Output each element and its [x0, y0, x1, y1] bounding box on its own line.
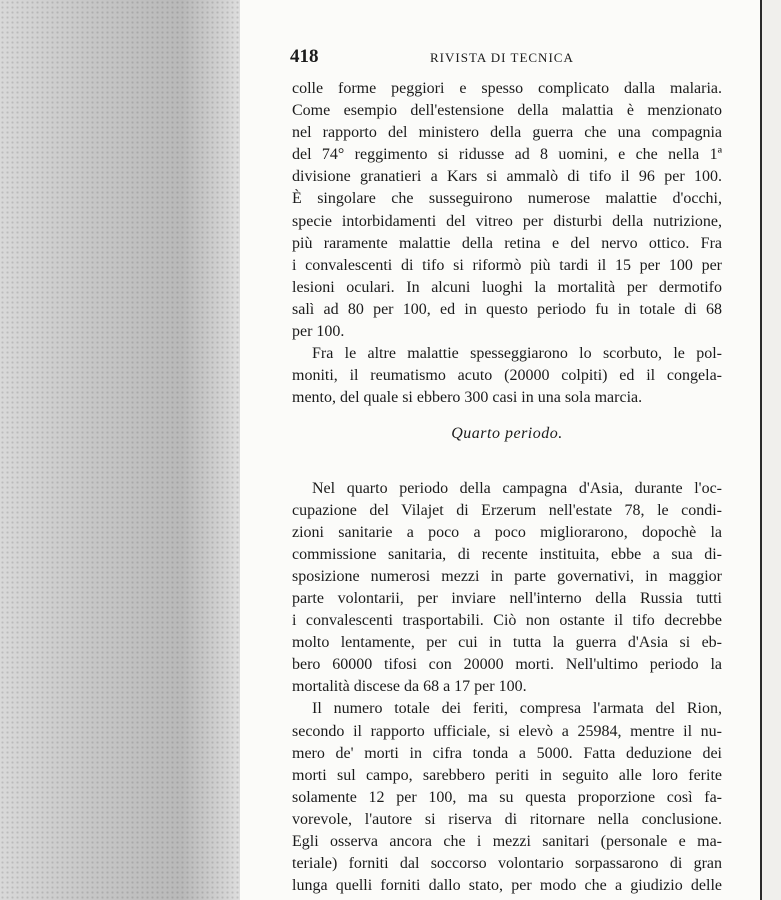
text-line: nel rapporto del ministero della guerra che una compagnia [292, 124, 722, 142]
text-line: moniti, il reumatismo acuto (20000 colpiti) ed il congela- [292, 367, 722, 385]
text-line: i convalescenti trasportabili. Ciò non ostante il tifo decrebbe [292, 612, 722, 630]
paragraph [292, 478, 722, 699]
text-line: divisione granatieri a Kars si ammalò di tifo il 96 per 100. [292, 168, 722, 186]
text-line: lunga quelli forniti dallo stato, per modo che a giudizio delle [292, 877, 722, 895]
text-line: zioni sanitarie a poco a poco migliorarono, dopochè la [292, 523, 722, 541]
text-line: per 100. [292, 323, 345, 341]
text-line: più raramente malattie della retina e del nervo ottico. Fra [292, 234, 722, 252]
text-line: mortalità discese da 68 a 17 per 100. [292, 678, 527, 696]
paragraph [292, 78, 722, 343]
text-line: secondo il rapporto ufficiale, si elevò a 25984, mentre il nu- [292, 722, 722, 740]
text-line: commissione sanitaria, di recente instituita, ebbe a sua di- [292, 545, 722, 563]
text-line: bero 60000 tifosi con 20000 morti. Nell'ultimo periodo la [292, 656, 722, 674]
text-line: mento, del quale si ebbero 300 casi in una sola marcia. [292, 389, 643, 407]
text-line: cupazione del Vilajet di Erzerum nell'estate 78, le condi- [292, 501, 722, 519]
text-line: del 74° reggimento si ridusse ad 8 uomini, e che nella 1ª [292, 146, 722, 164]
text-line: lesioni oculari. In alcuni luoghi la mortalità per dermotifo [292, 278, 722, 296]
text-line: parte volontarii, per inviare nell'interno della Russia tutti [292, 589, 722, 607]
text-line: vorevole, l'autore si riserva di ritornare nella conclusione. [292, 810, 722, 828]
page-header [290, 46, 720, 68]
text-line: morti sul campo, sarebbero periti in seguito alle loro ferite [292, 766, 722, 784]
text-line: solamente 12 per 100, ma su questa proporzione così fa- [292, 788, 722, 806]
text-line: È singolare che susseguirono numerose malattie d'occhi, [292, 190, 722, 208]
text-line: Il numero totale dei feriti, compresa l'armata del Rion, [312, 700, 722, 718]
running-head: RIVISTA DI TECNICA [430, 50, 574, 65]
text-line: salì ad 80 per 100, ed in questo periodo fu in totale di 68 [292, 300, 722, 318]
text-line: mero de' morti in cifra tonda a 5000. Fatta deduzione dei [292, 744, 722, 762]
next-page-edge [760, 0, 781, 900]
text-line: teriale) forniti dal soccorso volontario sorpassarono di gran [292, 855, 722, 873]
body-text [292, 78, 722, 897]
paragraph [292, 343, 722, 409]
text-line: Fra le altre malattie spesseggiarono lo scorbuto, le pol- [312, 345, 722, 363]
section-title: Quarto periodo. [451, 425, 563, 443]
text-line: specie intorbidamenti del vitreo per disturbi della nutrizione, [292, 212, 722, 230]
page-number: 418 [290, 46, 319, 67]
text-line: Nel quarto periodo della campagna d'Asia, durante l'oc- [312, 479, 722, 497]
text-line: Egli osserva ancora che i mezzi sanitari (personale e ma- [292, 833, 722, 850]
page-gutter-shadow [0, 0, 260, 900]
text-line: Come esempio dell'estensione della malattia è menzionato [292, 102, 722, 120]
section-spacer [292, 460, 722, 478]
text-line: sposizione numerosi mezzi in parte governativi, in maggior [292, 567, 722, 585]
paragraph [292, 698, 722, 897]
text-line: molto lentamente, per cui in tutta la guerra d'Asia si eb- [292, 634, 722, 652]
text-line: colle forme peggiori e spesso complicato dalla malaria. [292, 80, 722, 97]
text-line: i convalescenti di tifo si riformò più tardi il 15 per 100 per [292, 256, 722, 274]
